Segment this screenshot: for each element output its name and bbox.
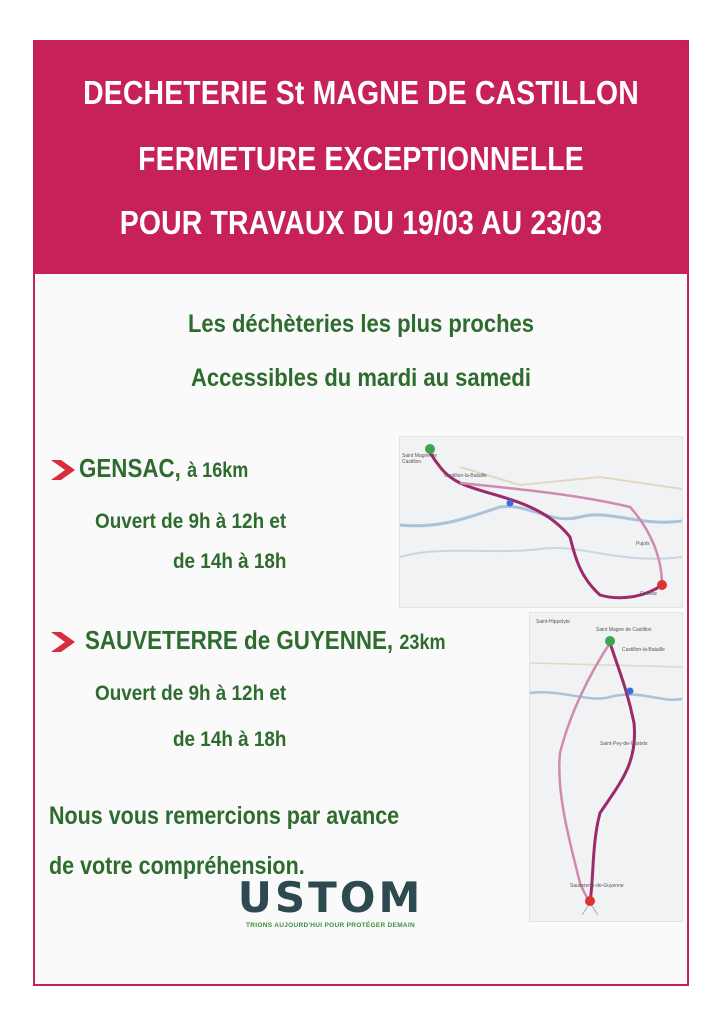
header-banner	[35, 42, 687, 274]
site-sauveterre-hours1: Ouvert de 9h à 12h et	[95, 682, 287, 705]
thanks-line2: de votre compréhension.	[49, 852, 305, 880]
subtitle-line1: Les déchèteries les plus proches	[187, 310, 535, 338]
site-gensac-name: GENSAC,	[79, 453, 181, 483]
site-sauveterre-title	[85, 625, 446, 656]
thanks-line1: Nous vous remercions par avance	[49, 802, 400, 830]
site-sauveterre-name: SAUVETERRE de GUYENNE,	[85, 625, 394, 655]
map-sauveterre-label-start: Saint Magne de Castillon	[596, 627, 652, 633]
site-gensac-hours1: Ouvert de 9h à 12h et	[95, 510, 287, 533]
chevron-right-icon	[51, 632, 75, 652]
map-sauveterre	[529, 612, 683, 922]
map-gensac	[399, 436, 683, 608]
header-dates: POUR TRAVAUX DU 19/03 AU 23/03	[119, 204, 603, 241]
poster-frame	[33, 40, 689, 986]
logo-tagline: TRIONS AUJOURD'HUI POUR PROTÉGER DEMAIN	[245, 922, 415, 929]
ustom-logo	[228, 873, 433, 936]
map-sauveterre-label-castillon: Castillon-la-Bataille	[622, 647, 665, 653]
subtitle-line2: Accessibles du mardi au samedi	[191, 364, 531, 392]
map-sauveterre-label-hippolyte: Saint-Hippolyte	[536, 619, 570, 625]
map-gensac-label-start: Saint Magne de Castillon	[402, 453, 438, 465]
site-gensac-distance: à 16km	[187, 459, 249, 482]
map-gensac-label-castillon: Castillon-la-Bataille	[444, 473, 487, 479]
site-gensac-title	[79, 453, 248, 484]
map-gensac-label-pujols: Pujols	[636, 541, 650, 547]
site-sauveterre-hours2: de 14h à 18h	[173, 728, 287, 751]
chevron-right-icon	[51, 460, 75, 480]
map-sauveterre-label-castets: Saint-Pey-de-Castets	[600, 741, 648, 747]
site-gensac-hours2: de 14h à 18h	[173, 550, 287, 573]
logo-wordmark: USTOM	[237, 873, 424, 922]
map-gensac-label-gensac: Gensac	[640, 591, 658, 597]
header-title: DECHETERIE St MAGNE DE CASTILLON	[83, 74, 639, 111]
header-closure: FERMETURE EXCEPTIONNELLE	[138, 140, 584, 177]
map-sauveterre-label-sauveterre: Sauveterre-de-Guyenne	[570, 883, 624, 889]
site-sauveterre-distance: 23km	[399, 631, 446, 654]
